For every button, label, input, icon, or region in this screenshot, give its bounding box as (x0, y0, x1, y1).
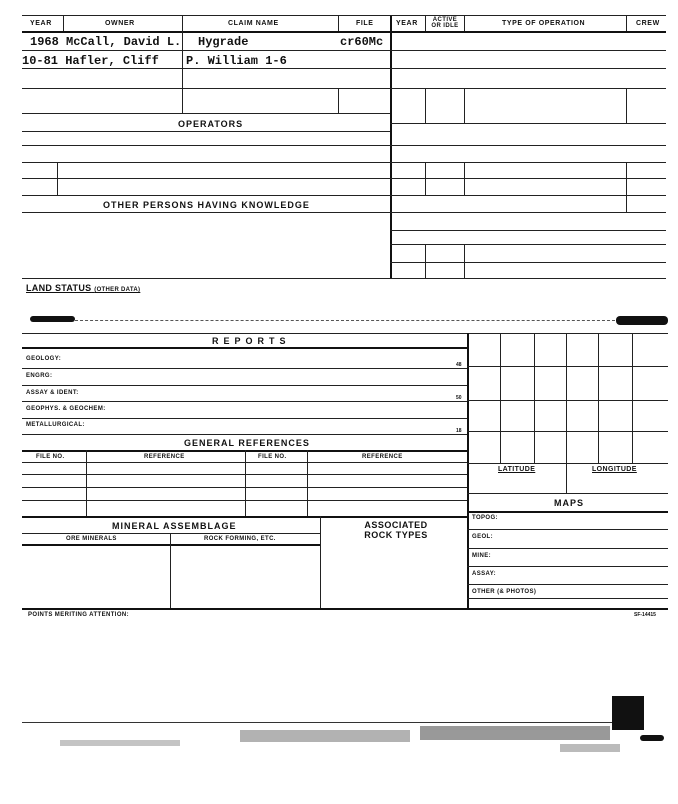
associated-rock-types-heading: ASSOCIATED ROCK TYPES (364, 520, 428, 540)
rule (22, 385, 467, 386)
rule (22, 278, 666, 279)
rule (390, 262, 666, 263)
rule (390, 88, 666, 89)
rule (22, 178, 390, 179)
points-meriting-attention-label: POINTS MERITING ATTENTION: (28, 612, 130, 618)
map-label: GEOL: (472, 534, 493, 540)
rule (566, 333, 567, 493)
rule (22, 212, 390, 213)
map-label: ASSAY: (472, 571, 497, 577)
longitude-label: LONGITUDE (592, 466, 637, 473)
col-active-idle-header: ACTIVE OR IDLE (431, 17, 459, 29)
rule (464, 88, 465, 123)
rule (170, 533, 171, 608)
rule (22, 474, 467, 475)
general-references-heading: GENERAL REFERENCES (184, 438, 310, 448)
report-label: METALLURGICAL: (26, 422, 85, 428)
reports-heading: REPORTS (212, 336, 291, 346)
scan-smear (616, 316, 668, 325)
rule (22, 131, 390, 132)
claim-name: P. William 1-6 (186, 54, 287, 68)
rule (467, 548, 668, 549)
rule (22, 368, 467, 369)
rule (22, 347, 467, 349)
rule (57, 162, 58, 195)
rule (307, 450, 308, 516)
rule (22, 195, 390, 196)
rule (467, 366, 668, 367)
report-label: ENGRG: (26, 373, 53, 379)
report-code: 18 (456, 428, 462, 434)
col-crew-header: CREW (636, 20, 660, 27)
rule (464, 15, 465, 31)
report-label: GEOPHYS. & GEOCHEM: (26, 406, 106, 412)
rule (22, 113, 390, 114)
claim-file: cr60Mc (340, 35, 384, 49)
col-year-header: YEAR (30, 20, 52, 27)
rule (534, 333, 535, 463)
scan-noise (240, 730, 410, 742)
rule (425, 162, 426, 195)
claim-entry: 10-81 Hafler, Cliff (22, 54, 159, 68)
col-claim-name-header: CLAIM NAME (228, 20, 279, 27)
scan-smear (612, 696, 644, 730)
mineral-assemblage-heading: MINERAL ASSEMBLAGE (112, 521, 237, 531)
rule (464, 244, 465, 278)
rule (22, 434, 467, 435)
scan-rule (22, 722, 622, 723)
map-label: TOPOG: (472, 515, 498, 521)
rule (86, 450, 87, 516)
rule (390, 15, 666, 16)
rule (626, 162, 627, 212)
scan-smear (30, 316, 75, 322)
operators-heading: OPERATORS (178, 119, 244, 129)
rule (338, 15, 339, 31)
col-reference-header: REFERENCE (362, 454, 403, 460)
rule (598, 333, 599, 463)
rule (425, 15, 426, 31)
rule (390, 162, 666, 163)
rule (63, 15, 64, 31)
rule (390, 123, 666, 124)
rule (22, 31, 390, 33)
report-code: 50 (456, 395, 462, 401)
rule (22, 487, 467, 488)
rule (467, 566, 668, 567)
rule (320, 516, 321, 608)
rule (22, 500, 467, 501)
rule (22, 608, 668, 610)
rule (390, 244, 666, 245)
rule (22, 68, 390, 69)
rule (467, 400, 668, 401)
rule (390, 195, 666, 196)
rule (22, 15, 390, 16)
scan-noise (420, 726, 610, 740)
maps-heading: MAPS (554, 498, 585, 508)
rule (390, 230, 666, 231)
scan-noise (60, 740, 180, 746)
rule (22, 88, 390, 89)
rule (338, 88, 339, 113)
col-rock-forming-header: ROCK FORMING, ETC. (204, 536, 276, 542)
rule (626, 88, 627, 123)
rule (75, 320, 615, 321)
col-file-no-header: FILE NO. (36, 454, 65, 460)
rule (632, 333, 633, 463)
rule (464, 162, 465, 195)
rule (22, 145, 390, 146)
rule (467, 511, 668, 513)
rule (22, 333, 668, 334)
rule (22, 50, 390, 51)
scan-smear (640, 735, 664, 741)
col-file-no-header: FILE NO. (258, 454, 287, 460)
rule (22, 162, 390, 163)
rule (390, 15, 392, 278)
rule (22, 533, 320, 534)
latitude-label: LATITUDE (498, 466, 536, 473)
map-label: OTHER (& PHOTOS) (472, 589, 537, 595)
col-file-header: FILE (356, 20, 374, 27)
other-persons-heading: OTHER PERSONS HAVING KNOWLEDGE (103, 200, 310, 210)
rule (22, 401, 467, 402)
rule (390, 212, 666, 213)
rule (390, 145, 666, 146)
col-year-header: YEAR (396, 20, 418, 27)
report-label: ASSAY & IDENT: (26, 390, 79, 396)
report-code: 48 (456, 362, 462, 368)
col-operation-header: TYPE OF OPERATION (502, 20, 586, 27)
rule (22, 418, 467, 419)
col-owner-header: OWNER (105, 20, 135, 27)
rule (500, 333, 501, 463)
col-ore-minerals-header: ORE MINERALS (66, 536, 117, 542)
rule (626, 15, 627, 31)
rule (467, 463, 668, 464)
claim-entry: 1968 McCall, David L. (30, 35, 182, 49)
rule (390, 50, 666, 51)
rule (425, 88, 426, 123)
rule (182, 15, 183, 113)
rule (22, 544, 320, 546)
rule (467, 529, 668, 530)
rule (425, 244, 426, 278)
rule (467, 333, 469, 610)
rule (467, 584, 668, 585)
scan-noise (560, 744, 620, 752)
claim-name: Hygrade (198, 35, 249, 49)
rule (390, 31, 666, 33)
land-status-heading: LAND STATUS (OTHER DATA) (26, 283, 141, 293)
rule (467, 598, 668, 599)
rule (245, 450, 246, 516)
map-label: MINE: (472, 553, 491, 559)
col-reference-header: REFERENCE (144, 454, 185, 460)
report-label: GEOLOGY: (26, 356, 62, 362)
rule (390, 178, 666, 179)
form-number: SF-14415 (634, 612, 656, 618)
rule (390, 68, 666, 69)
rule (467, 431, 668, 432)
rule (467, 493, 668, 494)
rule (22, 516, 467, 518)
